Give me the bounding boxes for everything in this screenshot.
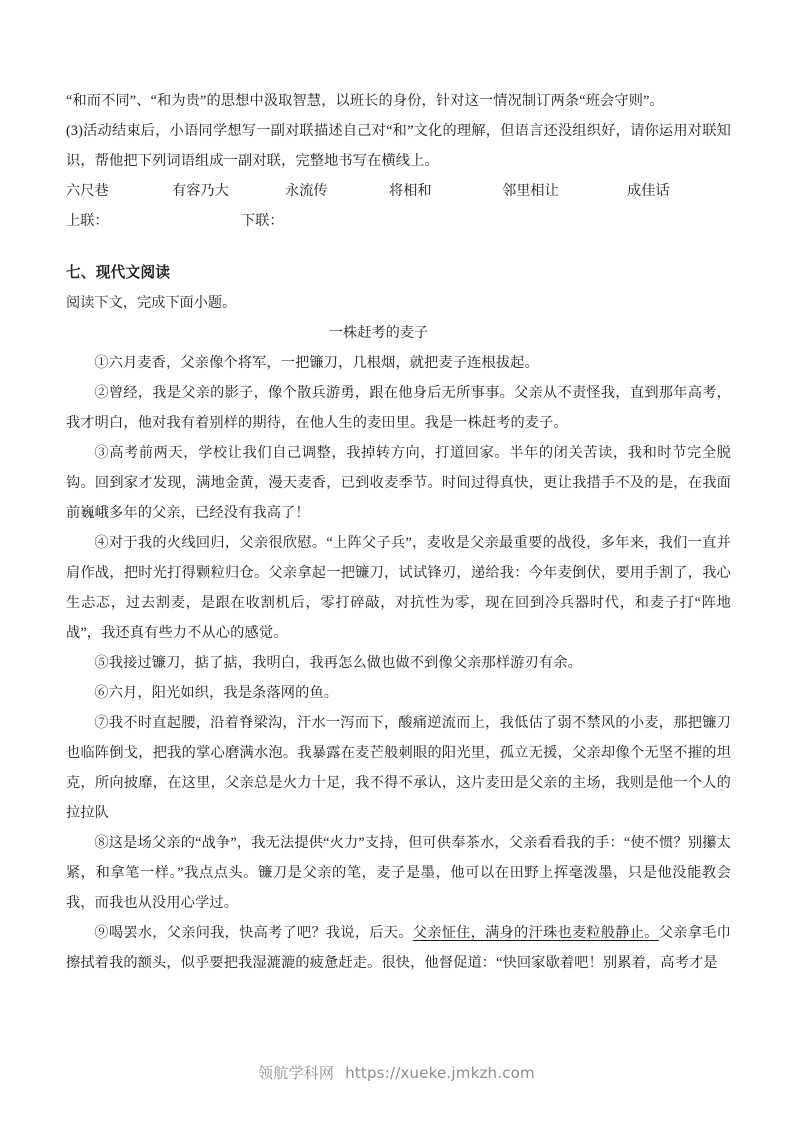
word-bank-item-4: 将相和 xyxy=(389,183,432,199)
paragraph-6 xyxy=(66,678,731,708)
paragraph-3 xyxy=(66,438,731,528)
footer-watermark xyxy=(0,1062,793,1083)
paragraph-6-marker: ⑥ xyxy=(94,685,109,701)
paragraph-5 xyxy=(66,648,731,678)
paragraph-1-marker: ① xyxy=(94,355,109,371)
paragraph-9-segment-3: 父亲拿毛巾擦拭着我的额头，似乎要把我湿漉漉的疲惫赶走。很快，他督促道：“快回家歇着吧！别累着，高考才是 xyxy=(66,925,731,971)
paragraph-9-segment-1: 喝罢水，父亲问我，快高考了吧？我说，后天。 xyxy=(108,925,413,941)
paragraph-4-text: 对于我的火线回归，父亲很欣慰。“上阵父子兵”，麦收是父亲最重要的战役，多年来，我们一直并肩作战，把时光打得颗粒归仓。父亲拿起一把镰刀，试试锋刃，递给我：今年麦倒伏，要用手割了，我心生忐忑，过去割麦，是跟在收割机后，零打碎敲，对抗性为零，现在回到冷兵器时代，和麦子打“阵地战”，我还真有些力不从心的感觉。 xyxy=(66,535,732,641)
paragraph-8-marker: ⑧ xyxy=(94,835,109,851)
paragraph-4-marker: ④ xyxy=(94,535,109,551)
paragraph-2-marker: ② xyxy=(94,385,109,401)
paragraph-9-underlined-segment: 父亲怔住，满身的汗珠也麦粒般静止。 xyxy=(412,925,659,941)
paragraph-3-text: 高考前两天，学校让我们自己调整，我掉转方向，打道回家。半年的闭关苦读，我和时节完全脱钩。回到家才发现，满地金黄，漫天麦香，已到收麦季节。时间过得真快，更让我措手不及的是，在我面前巍峨多年的父亲，已经没有我高了！ xyxy=(66,445,731,521)
footer-site-name: 领航学科网 xyxy=(258,1064,335,1082)
paragraph-8-text: 这是场父亲的“战争”，我无法提供“火力”支持，但可供奉茶水，父亲看看我的手：“使不惯？别攥太紧，和拿笔一样。”我点点头。镰刀是父亲的笔，麦子是墨，他可以在田野上挥毫泼墨，只是他没能教会我，而我也从没用心学过。 xyxy=(66,835,731,911)
couplet-answer-row xyxy=(66,206,731,236)
word-bank-item-2: 有容乃大 xyxy=(172,183,229,199)
paragraph-1 xyxy=(66,348,731,378)
paragraph-7-text: 我不时直起腰，沿着脊梁沟，汗水一泻而下，酸痛逆流而上，我低估了弱不禁风的小麦，那把镰刀也临阵倒戈，把我的掌心磨满水泡。我暴露在麦芒般刺眼的阳光里，孤立无援，父亲却像个无坚不摧的坦克，所向披靡，在这里，父亲总是火力十足，我不得不承认，这片麦田是父亲的主场，我则是他一个人的拉拉队 xyxy=(66,715,732,821)
upper-couplet-label: 上联： xyxy=(66,213,109,229)
lower-couplet-label: 下联： xyxy=(241,213,284,229)
article-title: 一株赶考的麦子 xyxy=(328,325,429,341)
section-instruction: 阅读下文，完成下面小题。 xyxy=(66,295,237,311)
paragraph-5-text: 我接过镰刀，掂了掂，我明白，我再怎么做也做不到像父亲那样游刃有余。 xyxy=(108,655,582,671)
paragraph-7-marker: ⑦ xyxy=(94,715,109,731)
paragraph-6-text: 六月，阳光如织，我是条落网的鱼。 xyxy=(108,685,339,701)
question-3-block: (3)活动结束后，小语同学想写一副对联描述自己对“和”文化的理解，但语言还没组织好，请你运用对联知识，帮他把下列词语组成一副对联，完整地书写在横线上。 xyxy=(66,123,731,169)
section-heading: 七、现代文阅读 xyxy=(66,265,171,281)
word-bank-item-3: 永流传 xyxy=(285,183,328,199)
paragraph-9 xyxy=(66,918,731,978)
paragraph-2-text: 曾经，我是父亲的影子，像个散兵游勇，跟在他身后无所事事。父亲从不责怪我，直到那年高考，我才明白，他对我有着别样的期待，在他人生的麦田里。我是一株赶考的麦子。 xyxy=(66,385,732,431)
footer-url: https://xueke.jmkzh.com xyxy=(345,1064,535,1082)
top-fragment-line: “和而不同”、“和为贵”的思想中汲取智慧，以班长的身份，针对这一情况制订两条“班会守则”。 xyxy=(66,93,664,109)
word-bank-item-5: 邻里相让 xyxy=(502,183,559,199)
paragraph-7 xyxy=(66,708,731,828)
word-bank-row xyxy=(66,176,731,206)
paragraph-1-text: 六月麦香，父亲像个将军，一把镰刀，几根烟，就把麦子连根拔起。 xyxy=(108,355,539,371)
paragraph-8 xyxy=(66,828,731,918)
paragraph-2 xyxy=(66,378,731,438)
paragraph-9-marker: ⑨ xyxy=(94,925,109,941)
paragraph-5-marker: ⑤ xyxy=(94,655,109,671)
paragraph-3-marker: ③ xyxy=(94,445,110,461)
word-bank-item-6: 成佳话 xyxy=(627,183,670,199)
paragraph-4 xyxy=(66,528,731,648)
word-bank-item-1: 六尺巷 xyxy=(66,183,109,199)
